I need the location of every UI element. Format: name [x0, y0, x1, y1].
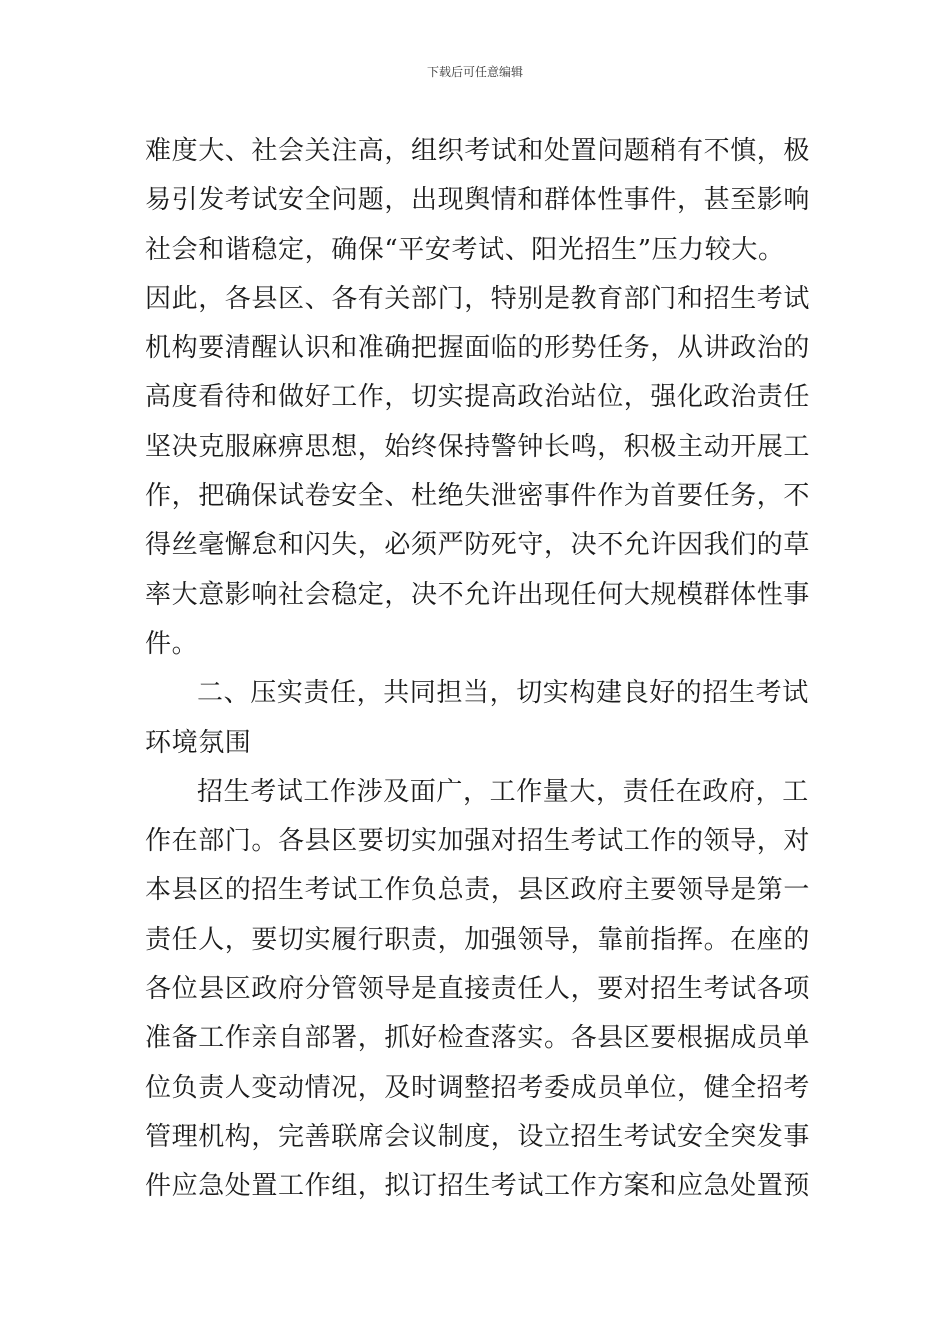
text-line: 因此，各县区、各有关部门，特别是教育部门和招生考试 — [145, 283, 811, 314]
section-heading-continued: 环境氛围 — [145, 727, 252, 758]
paragraph-start-line: 招生考试工作涉及面广，工作量大，责任在政府，工 — [197, 776, 809, 807]
text-line: 机构要清醒认识和准确把握面临的形势任务，从讲政治的 — [145, 333, 811, 364]
text-line: 各位县区政府分管领导是直接责任人，要对招生考试各项 — [145, 974, 811, 1005]
text-line: 管理机构，完善联席会议制度，设立招生考试安全突发事 — [145, 1121, 811, 1152]
text-line: 准备工作亲自部署，抓好检查落实。各县区要根据成员单 — [145, 1023, 811, 1054]
text-line: 本县区的招生考试工作负总责，县区政府主要领导是第一 — [145, 875, 811, 906]
page-header: 下载后可任意编辑 — [426, 65, 523, 79]
text-line: 位负责人变动情况，及时调整招考委成员单位，健全招考 — [145, 1072, 811, 1103]
text-line: 作，把确保试卷安全、杜绝失泄密事件作为首要任务，不 — [145, 481, 811, 512]
text-line: 件应急处置工作组，拟订招生考试工作方案和应急处置预 — [145, 1171, 811, 1202]
section-heading: 二、压实责任，共同担当，切实构建良好的招生考试 — [197, 678, 809, 709]
text-line: 件。 — [145, 628, 199, 659]
text-line: 高度看待和做好工作，切实提高政治站位，强化政治责任 — [145, 382, 811, 413]
text-line: 难度大、社会关注高，组织考试和处置问题稍有不慎，极 — [145, 136, 811, 166]
text-line: 作在部门。各县区要切实加强对招生考试工作的领导，对 — [145, 826, 811, 857]
text-line: 易引发考试安全问题，出现舆情和群体性事件，甚至影响 — [145, 185, 811, 216]
text-line: 率大意影响社会稳定，决不允许出现任何大规模群体性事 — [145, 579, 811, 610]
text-line: 责任人，要切实履行职责，加强领导，靠前指挥。在座的 — [145, 924, 811, 955]
text-line: 得丝毫懈怠和闪失，必须严防死守，决不允许因我们的草 — [145, 530, 811, 561]
text-line: 社会和谐稳定，确保“平安考试、阳光招生”压力较大。 — [145, 234, 785, 265]
body-text — [145, 130, 810, 1215]
text-line: 坚决克服麻痹思想，始终保持警钟长鸣，积极主动开展工 — [145, 431, 811, 462]
